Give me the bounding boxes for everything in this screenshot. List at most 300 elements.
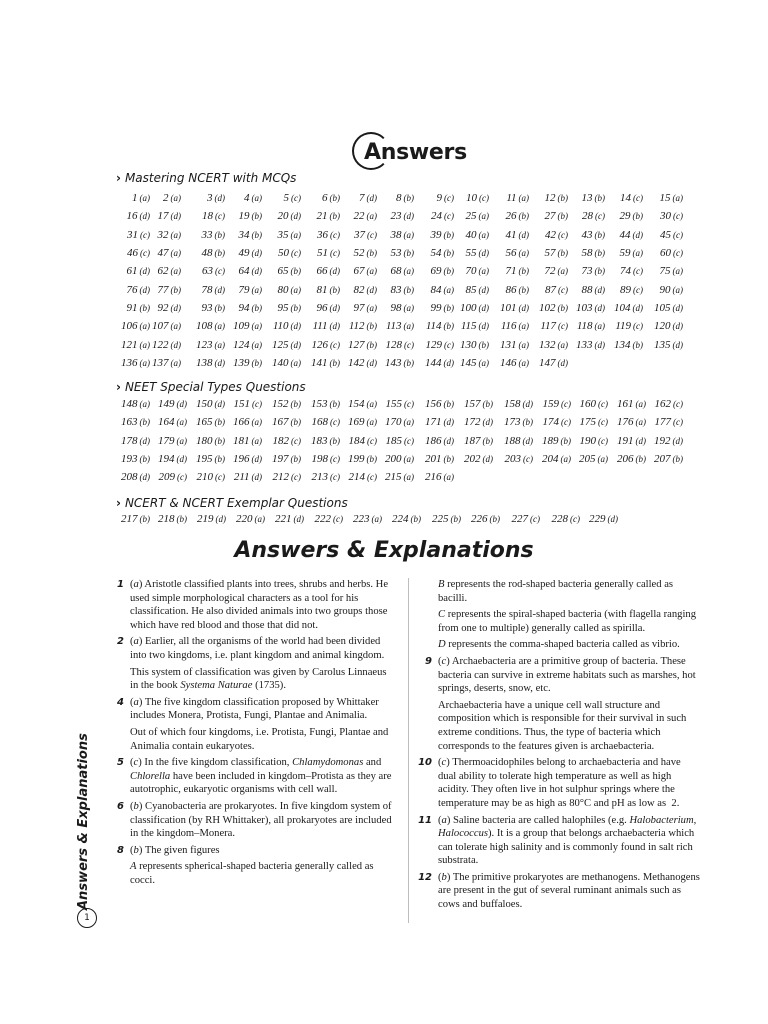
question-number: 177 bbox=[654, 416, 671, 428]
question-number: 95 bbox=[277, 302, 289, 314]
answer-cell bbox=[354, 229, 377, 241]
answer-option: (c) bbox=[367, 230, 377, 240]
question-number: 10 bbox=[466, 192, 477, 204]
answer-option: (c) bbox=[333, 514, 343, 524]
answer-option: (a) bbox=[518, 321, 529, 331]
answer-option: (a) bbox=[290, 230, 301, 240]
answer-option: (a) bbox=[672, 285, 683, 295]
answer-option: (b) bbox=[366, 454, 377, 464]
answer-option: (b) bbox=[594, 230, 605, 240]
answer-option: (b) bbox=[410, 514, 421, 524]
answer-option: (d) bbox=[672, 436, 683, 446]
answer-cell bbox=[317, 247, 340, 259]
answer-cell bbox=[425, 435, 454, 447]
answer-option: (d) bbox=[293, 514, 304, 524]
answer-cell bbox=[278, 229, 302, 241]
answer-option: (b) bbox=[518, 285, 529, 295]
answer-cell bbox=[354, 265, 378, 277]
question-number: 6 bbox=[322, 192, 328, 204]
answer-option: (a) bbox=[366, 417, 377, 427]
question-number: 69 bbox=[430, 265, 442, 277]
question-number: 226 bbox=[471, 513, 488, 525]
answer-option: (d) bbox=[632, 230, 643, 240]
answer-cell bbox=[506, 284, 530, 296]
answer-option: (d) bbox=[366, 285, 377, 295]
question-number: 143 bbox=[385, 357, 402, 369]
answer-cell bbox=[580, 435, 609, 447]
answer-option: (c) bbox=[479, 193, 489, 203]
answer-cell bbox=[552, 513, 581, 525]
answer-cell bbox=[506, 192, 529, 204]
answer-option: (c) bbox=[404, 399, 414, 409]
question-number: 224 bbox=[392, 513, 409, 525]
answer-option: (a) bbox=[560, 454, 571, 464]
answer-option: (a) bbox=[251, 417, 262, 427]
question-number: 32 bbox=[157, 229, 169, 241]
question-number: 140 bbox=[272, 357, 289, 369]
answer-option: (b) bbox=[329, 399, 340, 409]
question-number: 22 bbox=[353, 210, 365, 222]
question-number: 133 bbox=[576, 339, 593, 351]
chevron-right-icon: › bbox=[116, 496, 121, 510]
answer-cell bbox=[431, 265, 455, 277]
answer-option: (a) bbox=[403, 266, 414, 276]
question-number: 202 bbox=[464, 453, 481, 465]
answer-option: (b) bbox=[251, 230, 262, 240]
question-number: 29 bbox=[619, 210, 631, 222]
question-number: 1 bbox=[132, 192, 138, 204]
answer-option: (c) bbox=[291, 193, 301, 203]
section-heading bbox=[116, 171, 296, 185]
question-number: 213 bbox=[311, 471, 328, 483]
answer-option: (b) bbox=[214, 248, 225, 258]
answer-option: (a) bbox=[176, 417, 187, 427]
answer-cell bbox=[311, 435, 340, 447]
answer-cell bbox=[239, 229, 263, 241]
explanation-paragraph: (a) Earlier, all the organisms of the world had been divided into two kingdoms, i.e. plant kingdom and animal kingdom. bbox=[130, 636, 385, 661]
answer-option: (d) bbox=[482, 417, 493, 427]
answer-option: (a) bbox=[251, 285, 262, 295]
explanation-number: 1 bbox=[117, 579, 124, 590]
answer-cell bbox=[620, 247, 644, 259]
question-number: 115 bbox=[460, 320, 477, 332]
answer-option: (a) bbox=[170, 230, 181, 240]
answer-cell bbox=[466, 210, 490, 222]
answer-cell bbox=[391, 210, 415, 222]
answer-cell bbox=[504, 398, 533, 410]
explanations-left-column bbox=[117, 578, 394, 890]
answer-option: (b) bbox=[443, 399, 454, 409]
answer-cell bbox=[272, 398, 301, 410]
question-number: 141 bbox=[311, 357, 328, 369]
answer-option: (b) bbox=[443, 321, 454, 331]
explanation-paragraph: (a) Aristotle classified plants into trees, shrubs and herbs. He used simple morphological characters as a tool for his classification. He also divided animals into two groups those which have red blood and those that did not. bbox=[130, 579, 389, 631]
answer-option: (b) bbox=[594, 193, 605, 203]
question-number: 79 bbox=[238, 284, 250, 296]
explanation-paragraph: (a) The five kingdom classification proposed by Whittaker includes Monera, Protista, Fungi, Plantae and Animalia. bbox=[130, 696, 379, 722]
question-number: 188 bbox=[504, 435, 521, 447]
answer-cell bbox=[580, 416, 609, 428]
answer-option: (a) bbox=[366, 303, 377, 313]
question-number: 57 bbox=[544, 247, 556, 259]
question-number: 105 bbox=[654, 302, 671, 314]
answers-title-text: Answers bbox=[364, 139, 467, 165]
answer-option: (d) bbox=[329, 303, 340, 313]
question-number: 47 bbox=[157, 247, 169, 259]
answer-cell bbox=[431, 284, 455, 296]
answer-option: (b) bbox=[139, 454, 150, 464]
question-number: 189 bbox=[542, 435, 559, 447]
answer-cell bbox=[506, 210, 530, 222]
answer-cell bbox=[121, 416, 150, 428]
answer-cell bbox=[313, 320, 340, 332]
answer-cell bbox=[273, 435, 302, 447]
answer-option: (d) bbox=[170, 303, 181, 313]
answer-cell bbox=[202, 265, 225, 277]
answer-cell bbox=[272, 416, 301, 428]
explanation-paragraph: (c) Archaebacteria are a primitive group of bacteria. These bacteria can survive in extreme habitats such as marshes, hot springs, deserts, snow, etc. bbox=[438, 655, 696, 695]
question-number: 54 bbox=[430, 247, 442, 259]
question-number: 24 bbox=[431, 210, 442, 222]
answer-option: (d) bbox=[215, 514, 226, 524]
question-number: 155 bbox=[385, 398, 402, 410]
answer-option: (a) bbox=[251, 321, 262, 331]
answer-option: (a) bbox=[632, 248, 643, 258]
answer-option: (a) bbox=[478, 230, 489, 240]
question-number: 53 bbox=[390, 247, 402, 259]
question-number: 97 bbox=[353, 302, 365, 314]
question-number: 3 bbox=[207, 192, 213, 204]
answer-cell bbox=[620, 265, 643, 277]
answer-option: (c) bbox=[404, 340, 414, 350]
question-number: 174 bbox=[542, 416, 559, 428]
side-label: Answers & Explanations bbox=[76, 733, 91, 910]
answer-option: (a) bbox=[557, 266, 568, 276]
question-number: 20 bbox=[277, 210, 289, 222]
answer-option: (a) bbox=[672, 193, 683, 203]
answer-cell bbox=[127, 284, 151, 296]
answer-cell bbox=[202, 210, 225, 222]
answer-cell bbox=[506, 265, 530, 277]
answer-option: (d) bbox=[672, 303, 683, 313]
question-number: 181 bbox=[233, 435, 250, 447]
answer-option: (d) bbox=[214, 399, 225, 409]
answer-cell bbox=[582, 210, 605, 222]
question-number: 26 bbox=[505, 210, 517, 222]
question-number: 209 bbox=[158, 471, 175, 483]
answer-option: (b) bbox=[557, 193, 568, 203]
answer-cell bbox=[545, 284, 568, 296]
explanations-title: Answers & Explanations bbox=[234, 538, 534, 563]
question-number: 191 bbox=[617, 435, 634, 447]
question-number: 156 bbox=[425, 398, 442, 410]
answer-cell bbox=[234, 398, 263, 410]
section-heading bbox=[116, 496, 348, 510]
question-number: 21 bbox=[316, 210, 328, 222]
answer-cell bbox=[542, 453, 571, 465]
chevron-right-icon: › bbox=[116, 380, 121, 394]
question-number: 91 bbox=[126, 302, 138, 314]
answer-option: (d) bbox=[478, 248, 489, 258]
page-number: 1 bbox=[77, 908, 97, 928]
answer-option: (c) bbox=[215, 211, 225, 221]
answer-cell bbox=[272, 357, 301, 369]
answer-option: (a) bbox=[594, 321, 605, 331]
question-number: 171 bbox=[425, 416, 442, 428]
answer-option: (b) bbox=[632, 211, 643, 221]
answer-cell bbox=[425, 398, 454, 410]
explanation-item bbox=[418, 814, 700, 868]
answer-option: (b) bbox=[214, 230, 225, 240]
question-number: 104 bbox=[614, 302, 631, 314]
answer-cell bbox=[121, 435, 150, 447]
question-number: 195 bbox=[196, 453, 213, 465]
answer-cell bbox=[158, 265, 182, 277]
answer-option: (d) bbox=[251, 472, 262, 482]
answer-cell bbox=[158, 229, 182, 241]
answer-option: (c) bbox=[673, 211, 683, 221]
question-number: 122 bbox=[152, 339, 169, 351]
explanation-paragraph: B represents the rod-shaped bacteria generally called as bacilli. bbox=[438, 579, 674, 604]
answer-cell bbox=[543, 416, 572, 428]
answer-cell bbox=[385, 357, 414, 369]
answer-option: (c) bbox=[633, 193, 643, 203]
question-number: 93 bbox=[201, 302, 213, 314]
answer-cell bbox=[620, 229, 644, 241]
question-number: 217 bbox=[121, 513, 138, 525]
answer-cell bbox=[278, 265, 302, 277]
answer-option: (a) bbox=[478, 358, 489, 368]
question-number: 52 bbox=[353, 247, 365, 259]
answer-option: (a) bbox=[366, 399, 377, 409]
answer-cell bbox=[349, 471, 378, 483]
answer-cell bbox=[391, 302, 415, 314]
answer-option: (b) bbox=[560, 436, 571, 446]
question-number: 144 bbox=[425, 357, 442, 369]
answer-cell bbox=[158, 302, 182, 314]
question-number: 116 bbox=[500, 320, 517, 332]
answer-option: (a) bbox=[139, 358, 150, 368]
explanation-item bbox=[117, 844, 394, 888]
answer-option: (b) bbox=[139, 417, 150, 427]
question-number: 61 bbox=[126, 265, 138, 277]
question-number: 176 bbox=[617, 416, 634, 428]
question-number: 163 bbox=[121, 416, 138, 428]
answer-cell bbox=[539, 302, 568, 314]
question-number: 11 bbox=[506, 192, 517, 204]
question-number: 117 bbox=[540, 320, 556, 332]
answer-cell bbox=[620, 284, 643, 296]
question-number: 96 bbox=[316, 302, 328, 314]
answer-cell bbox=[500, 339, 529, 351]
answer-option: (c) bbox=[367, 472, 377, 482]
question-number: 82 bbox=[353, 284, 365, 296]
question-number: 90 bbox=[659, 284, 671, 296]
explanation-number: 2 bbox=[117, 636, 124, 648]
question-number: 184 bbox=[348, 435, 365, 447]
explanation-item bbox=[438, 578, 700, 652]
question-number: 35 bbox=[277, 229, 289, 241]
answer-cell bbox=[545, 192, 569, 204]
answer-cell bbox=[660, 284, 684, 296]
answer-option: (c) bbox=[633, 285, 643, 295]
question-number: 157 bbox=[464, 398, 481, 410]
answer-cell bbox=[233, 339, 262, 351]
answer-cell bbox=[349, 320, 377, 332]
answer-cell bbox=[501, 320, 529, 332]
answer-option: (a) bbox=[170, 266, 181, 276]
answer-cell bbox=[239, 210, 263, 222]
question-number: 120 bbox=[654, 320, 671, 332]
answer-cell bbox=[426, 320, 454, 332]
question-number: 221 bbox=[275, 513, 292, 525]
answer-cell bbox=[239, 247, 263, 259]
question-number: 112 bbox=[348, 320, 365, 332]
answer-option: (c) bbox=[633, 321, 643, 331]
question-number: 108 bbox=[196, 320, 213, 332]
question-number: 220 bbox=[236, 513, 253, 525]
question-number: 204 bbox=[542, 453, 559, 465]
answer-option: (b) bbox=[251, 211, 262, 221]
question-number: 214 bbox=[348, 471, 365, 483]
answer-option: (a) bbox=[518, 248, 529, 258]
question-number: 138 bbox=[196, 357, 213, 369]
answer-option: (b) bbox=[329, 193, 340, 203]
explanation-paragraph: C represents the spiral-shaped bacteria (with flagella ranging from one to multiple) generally called as spirilla. bbox=[438, 609, 696, 634]
question-number: 37 bbox=[354, 229, 365, 241]
answer-cell bbox=[500, 357, 529, 369]
answer-option: (b) bbox=[672, 454, 683, 464]
explanation-item bbox=[425, 655, 700, 753]
answer-option: (c) bbox=[140, 248, 150, 258]
answer-cell bbox=[660, 265, 684, 277]
answer-option: (d) bbox=[139, 285, 150, 295]
answer-option: (d) bbox=[290, 340, 301, 350]
answer-cell bbox=[278, 302, 302, 314]
answer-cell bbox=[196, 320, 225, 332]
answer-option: (a) bbox=[371, 514, 382, 524]
question-number: 128 bbox=[385, 339, 402, 351]
answer-option: (a) bbox=[443, 285, 454, 295]
answer-cell bbox=[152, 339, 181, 351]
question-number: 126 bbox=[311, 339, 328, 351]
answer-option: (b) bbox=[329, 211, 340, 221]
answer-cell bbox=[163, 192, 181, 204]
question-number: 39 bbox=[430, 229, 442, 241]
question-number: 134 bbox=[614, 339, 631, 351]
answer-option: (b) bbox=[632, 340, 643, 350]
question-number: 76 bbox=[126, 284, 138, 296]
question-number: 142 bbox=[348, 357, 365, 369]
answer-cell bbox=[158, 435, 187, 447]
question-number: 215 bbox=[385, 471, 402, 483]
answer-option: (c) bbox=[558, 285, 568, 295]
question-number: 197 bbox=[272, 453, 289, 465]
question-number: 210 bbox=[196, 471, 213, 483]
explanation-paragraph: Out of which four kingdoms, i.e. Protista, Fungi, Plantae and Animalia contain eukaryotes. bbox=[130, 726, 389, 752]
answer-option: (a) bbox=[170, 248, 181, 258]
question-number: 151 bbox=[233, 398, 250, 410]
answer-option: (b) bbox=[635, 454, 646, 464]
answer-option: (d) bbox=[214, 358, 225, 368]
answer-cell bbox=[348, 398, 377, 410]
answer-option: (c) bbox=[330, 472, 340, 482]
explanation-number: 5 bbox=[117, 757, 124, 769]
question-number: 136 bbox=[121, 357, 138, 369]
answer-cell bbox=[391, 284, 415, 296]
question-number: 70 bbox=[465, 265, 477, 277]
question-number: 218 bbox=[158, 513, 175, 525]
answer-option: (c) bbox=[570, 514, 580, 524]
answer-cell bbox=[311, 357, 340, 369]
question-number: 30 bbox=[660, 210, 671, 222]
answer-option: (c) bbox=[291, 248, 301, 258]
answer-cell bbox=[359, 192, 377, 204]
answer-option: (c) bbox=[633, 266, 643, 276]
question-number: 147 bbox=[539, 357, 556, 369]
answer-option: (b) bbox=[170, 285, 181, 295]
answer-option: (a) bbox=[251, 193, 262, 203]
answer-cell bbox=[466, 265, 490, 277]
answer-cell bbox=[580, 398, 609, 410]
answer-cell bbox=[272, 453, 301, 465]
answer-cell bbox=[386, 398, 415, 410]
answer-option: (b) bbox=[489, 514, 500, 524]
answer-cell bbox=[654, 320, 683, 332]
question-number: 180 bbox=[196, 435, 213, 447]
question-number: 118 bbox=[576, 320, 593, 332]
answer-cell bbox=[233, 357, 262, 369]
answer-option: (c) bbox=[330, 417, 340, 427]
question-number: 85 bbox=[465, 284, 477, 296]
answer-option: (d) bbox=[214, 193, 225, 203]
question-number: 119 bbox=[615, 320, 631, 332]
chevron-right-icon: › bbox=[116, 171, 121, 185]
answer-option: (d) bbox=[366, 193, 377, 203]
answer-cell bbox=[158, 453, 187, 465]
answer-option: (c) bbox=[598, 436, 608, 446]
question-number: 72 bbox=[544, 265, 556, 277]
answer-option: (a) bbox=[139, 321, 150, 331]
question-number: 71 bbox=[505, 265, 517, 277]
answer-option: (a) bbox=[254, 514, 265, 524]
question-number: 123 bbox=[196, 339, 213, 351]
answer-option: (a) bbox=[635, 417, 646, 427]
answer-option: (d) bbox=[403, 211, 414, 221]
answer-cell bbox=[385, 453, 414, 465]
answer-cell bbox=[158, 416, 187, 428]
answer-cell bbox=[392, 513, 421, 525]
answer-cell bbox=[582, 192, 606, 204]
question-number: 127 bbox=[348, 339, 365, 351]
answer-option: (b) bbox=[139, 303, 150, 313]
question-number: 111 bbox=[312, 320, 328, 332]
question-number: 34 bbox=[238, 229, 250, 241]
answer-option: (c) bbox=[330, 230, 340, 240]
answer-cell bbox=[196, 435, 225, 447]
answer-cell bbox=[354, 247, 378, 259]
explanation-item bbox=[117, 635, 394, 692]
question-number: 165 bbox=[196, 416, 213, 428]
answer-option: (a) bbox=[403, 303, 414, 313]
answer-option: (c) bbox=[595, 211, 605, 221]
question-number: 56 bbox=[505, 247, 517, 259]
answer-option: (c) bbox=[177, 472, 187, 482]
question-number: 63 bbox=[202, 265, 213, 277]
answer-cell bbox=[234, 471, 262, 483]
answer-option: (b) bbox=[443, 303, 454, 313]
question-number: 203 bbox=[504, 453, 521, 465]
